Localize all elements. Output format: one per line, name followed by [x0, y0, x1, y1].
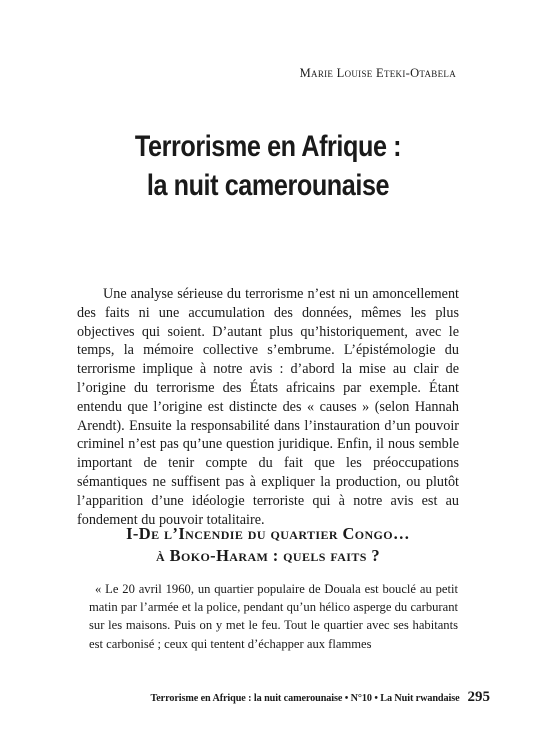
section-heading-line-1: I-De l’Incendie du quartier Congo… — [126, 524, 410, 543]
article-title-line-2: la nuit camerounaise — [146, 169, 390, 202]
running-footer — [150, 693, 459, 704]
footer-series: La Nuit rwandaise — [380, 693, 460, 704]
page-number: 295 — [467, 689, 490, 705]
abstract-paragraph: Une analyse sérieuse du terrorisme n’est ni un amoncellement des faits ni une accumulation des données, mêmes les plus objectives qui soient. D’autant plus qu’historiquement, avec le temps, la mémoire collective s’embrume. L’épistémologie du terrorisme implique à notre avis : d’abord la mise au clair de l’origine du terrorisme des États africains par exemple. Étant entendu que l’origine est distincte des « causes » (selon Hannah Arendt). Ensuite la responsabilité dans l’instauration d’un pouvoir criminel n’est pas qu’une question juridique. Enfin, il nous semble important de tenir compte du fait que les préoccupations sémantiques ne suffisent pas à expliquer la production, ou plutôt l’apparition d’une idéologie terroriste qui à notre avis est au fondement du pouvoir totalitaire. — [77, 286, 459, 528]
page-footer — [150, 689, 490, 706]
author-name: Marie Louise Eteki-Otabela — [299, 66, 456, 80]
quote-block — [89, 580, 458, 653]
footer-running-title: Terrorisme en Afrique : la nuit camerounaise — [150, 693, 343, 704]
footer-bullet: • — [344, 693, 349, 704]
section-heading-line-2: à Boko-Haram : quels faits ? — [155, 546, 381, 565]
section-heading — [60, 523, 476, 567]
article-title-line-1: Terrorisme en Afrique : — [134, 130, 402, 163]
article-title — [93, 127, 442, 205]
footer-bullet: • — [374, 693, 378, 704]
quote-paragraph: « Le 20 avril 1960, un quartier populaire de Douala est bouclé au petit matin par l’armée et la police, pendant qu’un hélico asperge du carburant sur les maisons. Puis on y met le feu. Tout le quartier avec ses habitants est carbonisé ; ceux qui tentent d’échapper aux flammes — [89, 582, 458, 651]
footer-issue: N°10 — [350, 693, 372, 704]
abstract-block — [77, 285, 459, 529]
